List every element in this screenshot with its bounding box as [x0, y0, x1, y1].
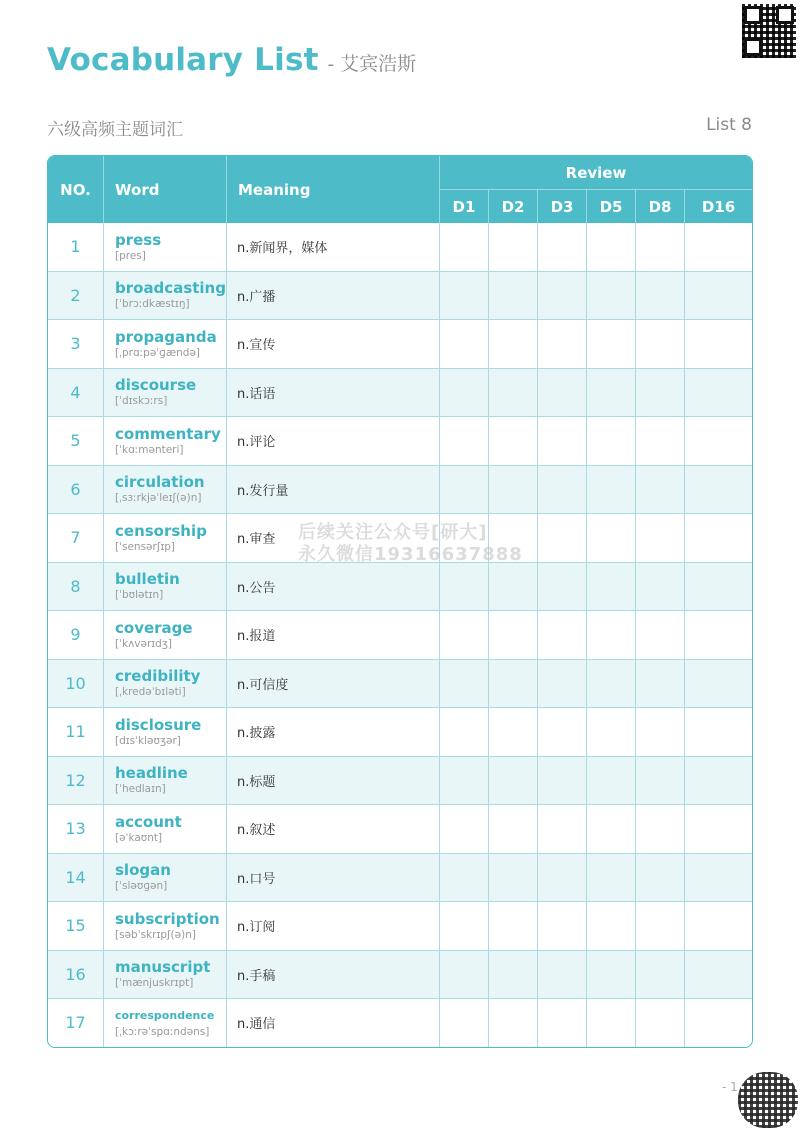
review-checkbox-cell[interactable] — [685, 611, 752, 660]
review-checkbox-cell[interactable] — [587, 660, 636, 709]
vocabulary-table — [47, 155, 753, 1048]
phonetic-text: [əˈkaʊnt] — [115, 831, 163, 844]
row-number: 7 — [48, 514, 104, 563]
phonetic-text: [ˌprɑːpəˈɡændə] — [115, 346, 201, 359]
meaning-cell: n.公告 — [227, 563, 440, 612]
review-checkbox-cell[interactable] — [587, 320, 636, 369]
header-day: D8 — [636, 190, 685, 223]
review-checkbox-cell[interactable] — [489, 660, 538, 709]
row-number: 17 — [48, 999, 104, 1047]
phonetic-text: [ˈmænjuskrɪpt] — [115, 977, 194, 990]
phonetic-text: [pres] — [115, 249, 146, 262]
word-cell — [104, 902, 227, 951]
review-checkbox-cell[interactable] — [538, 708, 587, 757]
title-row — [47, 42, 416, 78]
word-text: commentary — [115, 424, 221, 443]
phonetic-text: [ˈsləʊɡən] — [115, 880, 168, 893]
word-cell — [104, 708, 227, 757]
table-row — [48, 951, 752, 1000]
review-checkbox-cell[interactable] — [636, 417, 685, 466]
word-cell — [104, 223, 227, 272]
meaning-cell: n.发行量 — [227, 466, 440, 515]
word-cell — [104, 563, 227, 612]
review-checkbox-cell[interactable] — [538, 902, 587, 951]
row-number: 10 — [48, 660, 104, 709]
review-checkbox-cell[interactable] — [538, 563, 587, 612]
word-text: censorship — [115, 521, 207, 540]
review-checkbox-cell[interactable] — [636, 660, 685, 709]
review-checkbox-cell[interactable] — [538, 320, 587, 369]
word-text: press — [115, 230, 162, 249]
review-checkbox-cell[interactable] — [440, 951, 489, 1000]
word-text: disclosure — [115, 715, 202, 734]
word-text: credibility — [115, 667, 201, 686]
word-text: slogan — [115, 861, 171, 880]
row-number: 12 — [48, 757, 104, 806]
review-checkbox-cell[interactable] — [489, 757, 538, 806]
row-number: 15 — [48, 902, 104, 951]
review-checkbox-cell[interactable] — [489, 466, 538, 515]
qr-code-icon — [738, 1072, 798, 1128]
review-checkbox-cell[interactable] — [587, 514, 636, 563]
review-checkbox-cell[interactable] — [538, 805, 587, 854]
word-text: account — [115, 812, 182, 831]
review-checkbox-cell[interactable] — [685, 999, 752, 1047]
review-checkbox-cell[interactable] — [489, 951, 538, 1000]
review-checkbox-cell[interactable] — [440, 369, 489, 418]
header-no: NO. — [48, 156, 104, 223]
review-checkbox-cell[interactable] — [685, 223, 752, 272]
review-checkbox-cell[interactable] — [636, 999, 685, 1047]
page-subtitle: 六级高频主题词汇 — [47, 120, 183, 140]
word-cell — [104, 514, 227, 563]
meaning-cell: n.审查 — [227, 514, 440, 563]
phonetic-text: [ˌsɜːrkjəˈleɪʃ(ə)n] — [115, 492, 202, 505]
word-cell — [104, 611, 227, 660]
review-checkbox-cell[interactable] — [685, 369, 752, 418]
review-checkbox-cell[interactable] — [489, 611, 538, 660]
review-checkbox-cell[interactable] — [685, 951, 752, 1000]
row-number: 9 — [48, 611, 104, 660]
row-number: 11 — [48, 708, 104, 757]
phonetic-text: [ˈbrɔːdkæstɪŋ] — [115, 298, 190, 311]
review-checkbox-cell[interactable] — [685, 902, 752, 951]
word-text: correspondence — [115, 1008, 215, 1022]
table-row — [48, 757, 752, 806]
qr-code-icon — [742, 4, 796, 58]
review-checkbox-cell[interactable] — [538, 757, 587, 806]
review-checkbox-cell[interactable] — [440, 757, 489, 806]
meaning-cell: n.标题 — [227, 757, 440, 806]
row-number: 4 — [48, 369, 104, 418]
review-checkbox-cell[interactable] — [587, 223, 636, 272]
table-row — [48, 563, 752, 612]
review-checkbox-cell[interactable] — [440, 854, 489, 903]
review-checkbox-cell[interactable] — [587, 708, 636, 757]
word-cell — [104, 369, 227, 418]
review-checkbox-cell[interactable] — [636, 514, 685, 563]
meaning-cell: n.可信度 — [227, 660, 440, 709]
meaning-cell: n.披露 — [227, 708, 440, 757]
review-checkbox-cell[interactable] — [440, 999, 489, 1047]
review-checkbox-cell[interactable] — [587, 951, 636, 1000]
review-checkbox-cell[interactable] — [538, 417, 587, 466]
header-review: Review — [440, 156, 752, 190]
review-checkbox-cell[interactable] — [489, 999, 538, 1047]
review-checkbox-cell[interactable] — [587, 805, 636, 854]
row-number: 8 — [48, 563, 104, 612]
header-day: D16 — [685, 190, 752, 223]
review-checkbox-cell[interactable] — [685, 417, 752, 466]
review-checkbox-cell[interactable] — [587, 757, 636, 806]
review-checkbox-cell[interactable] — [538, 223, 587, 272]
phonetic-text: [ˈsensərʃɪp] — [115, 540, 176, 553]
word-cell — [104, 272, 227, 321]
review-checkbox-cell[interactable] — [489, 223, 538, 272]
word-cell — [104, 757, 227, 806]
review-checkbox-cell[interactable] — [538, 514, 587, 563]
table-row — [48, 854, 752, 903]
review-checkbox-cell[interactable] — [636, 708, 685, 757]
qr-finder — [744, 38, 762, 56]
review-checkbox-cell[interactable] — [440, 805, 489, 854]
meaning-cell: n.订阅 — [227, 902, 440, 951]
table-row — [48, 320, 752, 369]
word-cell — [104, 805, 227, 854]
table-row — [48, 805, 752, 854]
review-checkbox-cell[interactable] — [685, 514, 752, 563]
meaning-cell: n.报道 — [227, 611, 440, 660]
list-number: List 8 — [706, 115, 752, 135]
review-checkbox-cell[interactable] — [440, 223, 489, 272]
review-checkbox-cell[interactable] — [538, 272, 587, 321]
header-meaning: Meaning — [227, 156, 440, 223]
word-text: discourse — [115, 376, 197, 395]
row-number: 5 — [48, 417, 104, 466]
review-checkbox-cell[interactable] — [587, 417, 636, 466]
qr-finder — [744, 6, 762, 24]
title-separator: - — [327, 54, 335, 75]
review-checkbox-cell[interactable] — [636, 320, 685, 369]
review-checkbox-cell[interactable] — [538, 369, 587, 418]
review-checkbox-cell[interactable] — [685, 708, 752, 757]
watermark-line: 永久微信19316637888 — [298, 544, 523, 565]
review-checkbox-cell[interactable] — [587, 611, 636, 660]
review-checkbox-cell[interactable] — [489, 563, 538, 612]
review-checkbox-cell[interactable] — [538, 951, 587, 1000]
review-checkbox-cell[interactable] — [685, 466, 752, 515]
page-title: Vocabulary List — [47, 42, 319, 78]
phonetic-text: [ˈbʊlətɪn] — [115, 589, 164, 602]
review-checkbox-cell[interactable] — [538, 611, 587, 660]
row-number: 3 — [48, 320, 104, 369]
table-row — [48, 611, 752, 660]
review-checkbox-cell[interactable] — [489, 854, 538, 903]
word-cell — [104, 660, 227, 709]
review-checkbox-cell[interactable] — [636, 466, 685, 515]
meaning-cell: n.手稿 — [227, 951, 440, 1000]
word-cell — [104, 854, 227, 903]
review-checkbox-cell[interactable] — [636, 951, 685, 1000]
word-text: propaganda — [115, 327, 217, 346]
phonetic-text: [səbˈskrɪpʃ(ə)n] — [115, 928, 196, 941]
word-cell — [104, 999, 227, 1047]
meaning-cell: n.宣传 — [227, 320, 440, 369]
review-checkbox-cell[interactable] — [587, 854, 636, 903]
phonetic-text: [ˈhedlaɪn] — [115, 783, 166, 796]
review-checkbox-cell[interactable] — [440, 708, 489, 757]
table-row — [48, 223, 752, 272]
review-checkbox-cell[interactable] — [489, 805, 538, 854]
phonetic-text: [ˈkʌvərɪdʒ] — [115, 637, 172, 650]
table-row — [48, 660, 752, 709]
word-text: broadcasting — [115, 279, 226, 298]
review-checkbox-cell[interactable] — [587, 999, 636, 1047]
header-day: D3 — [538, 190, 587, 223]
review-checkbox-cell[interactable] — [489, 320, 538, 369]
meaning-cell: n.广播 — [227, 272, 440, 321]
word-text: bulletin — [115, 570, 180, 589]
word-text: headline — [115, 764, 188, 783]
header-word: Word — [104, 156, 227, 223]
word-text: manuscript — [115, 958, 211, 977]
review-checkbox-cell[interactable] — [685, 854, 752, 903]
table-body — [48, 223, 752, 1047]
review-checkbox-cell[interactable] — [685, 660, 752, 709]
phonetic-text: [ˌkɔːrəˈspɑːndəns] — [115, 1025, 210, 1038]
review-checkbox-cell[interactable] — [538, 999, 587, 1047]
review-checkbox-cell[interactable] — [489, 708, 538, 757]
header-day: D1 — [440, 190, 489, 223]
review-checkbox-cell[interactable] — [636, 611, 685, 660]
review-checkbox-cell[interactable] — [587, 563, 636, 612]
review-checkbox-cell[interactable] — [440, 660, 489, 709]
table-row — [48, 369, 752, 418]
review-checkbox-cell[interactable] — [636, 223, 685, 272]
review-checkbox-cell[interactable] — [685, 805, 752, 854]
review-checkbox-cell[interactable] — [685, 320, 752, 369]
header-day: D5 — [587, 190, 636, 223]
meaning-cell: n.话语 — [227, 369, 440, 418]
review-checkbox-cell[interactable] — [685, 563, 752, 612]
review-checkbox-cell[interactable] — [440, 272, 489, 321]
review-checkbox-cell[interactable] — [636, 563, 685, 612]
review-checkbox-cell[interactable] — [440, 563, 489, 612]
review-checkbox-cell[interactable] — [538, 660, 587, 709]
review-checkbox-cell[interactable] — [636, 854, 685, 903]
review-checkbox-cell[interactable] — [636, 272, 685, 321]
review-checkbox-cell[interactable] — [489, 369, 538, 418]
page-number: - 1 — [722, 1080, 738, 1094]
word-cell — [104, 466, 227, 515]
table-row — [48, 272, 752, 321]
review-checkbox-cell[interactable] — [636, 369, 685, 418]
watermark — [298, 522, 523, 566]
header-day: D2 — [489, 190, 538, 223]
review-checkbox-cell[interactable] — [587, 369, 636, 418]
word-cell — [104, 417, 227, 466]
meaning-cell: n.口号 — [227, 854, 440, 903]
review-checkbox-cell[interactable] — [636, 902, 685, 951]
row-number: 14 — [48, 854, 104, 903]
phonetic-text: [ˌkredəˈbɪləti] — [115, 686, 186, 699]
phonetic-text: [ˈdɪskɔːrs] — [115, 395, 168, 408]
word-cell — [104, 951, 227, 1000]
word-text: coverage — [115, 618, 193, 637]
review-checkbox-cell[interactable] — [489, 417, 538, 466]
word-cell — [104, 320, 227, 369]
table-row — [48, 902, 752, 951]
review-checkbox-cell[interactable] — [538, 466, 587, 515]
review-checkbox-cell[interactable] — [489, 902, 538, 951]
review-checkbox-cell[interactable] — [685, 272, 752, 321]
table-row — [48, 466, 752, 515]
review-checkbox-cell[interactable] — [587, 272, 636, 321]
word-text: circulation — [115, 473, 205, 492]
row-number: 16 — [48, 951, 104, 1000]
title-author: 艾宾浩斯 — [340, 53, 417, 75]
review-checkbox-cell[interactable] — [440, 466, 489, 515]
review-checkbox-cell[interactable] — [587, 466, 636, 515]
word-text: subscription — [115, 909, 220, 928]
row-number: 2 — [48, 272, 104, 321]
row-number: 13 — [48, 805, 104, 854]
row-number: 1 — [48, 223, 104, 272]
table-row — [48, 417, 752, 466]
table-row — [48, 708, 752, 757]
review-checkbox-cell[interactable] — [440, 417, 489, 466]
review-checkbox-cell[interactable] — [440, 902, 489, 951]
phonetic-text: [ˈkɑːmənteri] — [115, 443, 184, 456]
qr-finder — [776, 6, 794, 24]
watermark-line: 后续关注公众号[研大] — [298, 522, 488, 543]
review-checkbox-cell[interactable] — [538, 854, 587, 903]
phonetic-text: [dɪsˈkləʊʒər] — [115, 734, 181, 747]
meaning-cell: n.通信 — [227, 999, 440, 1047]
review-checkbox-cell[interactable] — [587, 902, 636, 951]
review-checkbox-cell[interactable] — [489, 272, 538, 321]
review-checkbox-cell[interactable] — [440, 611, 489, 660]
review-checkbox-cell[interactable] — [685, 757, 752, 806]
review-checkbox-cell[interactable] — [636, 757, 685, 806]
meaning-cell: n.评论 — [227, 417, 440, 466]
meaning-cell: n.新闻界，媒体 — [227, 223, 440, 272]
table-row — [48, 999, 752, 1047]
review-checkbox-cell[interactable] — [636, 805, 685, 854]
meaning-cell: n.叙述 — [227, 805, 440, 854]
row-number: 6 — [48, 466, 104, 515]
review-checkbox-cell[interactable] — [440, 320, 489, 369]
